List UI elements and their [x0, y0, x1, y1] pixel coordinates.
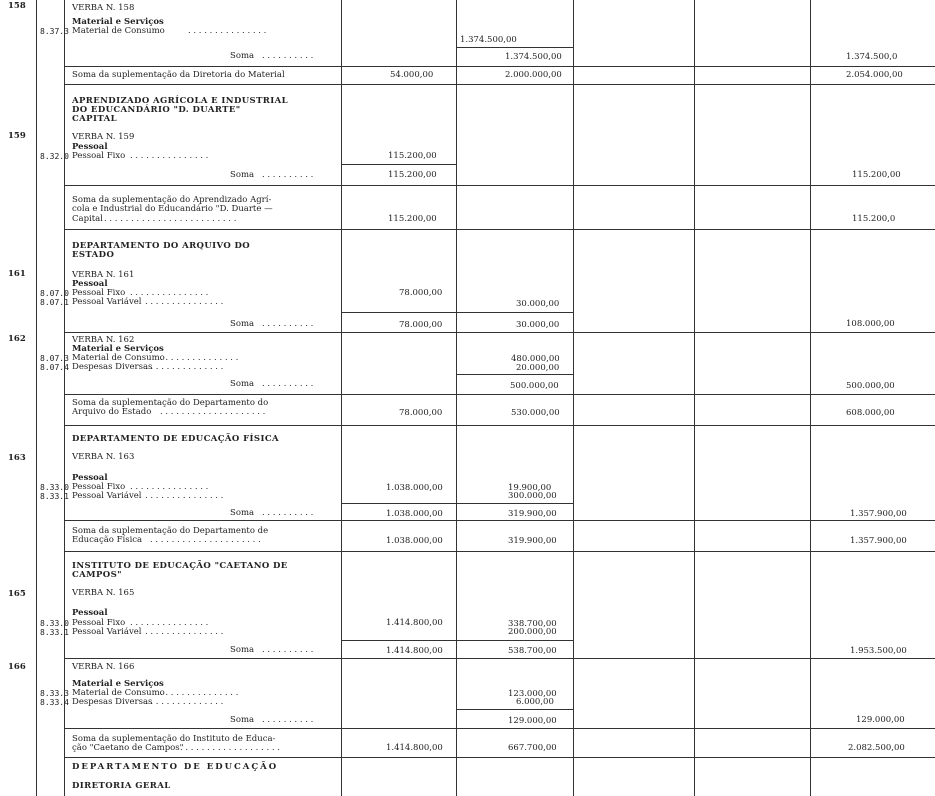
soma-label: Soma: [230, 379, 255, 389]
account-code: 8.33.0: [40, 619, 69, 628]
section-heading: DIRETORIA GERAL: [72, 781, 171, 791]
column-rule: [456, 0, 457, 796]
account-code: 8.07.3: [40, 354, 69, 363]
verba-label: VERBA N. 165: [72, 588, 135, 598]
rule: [456, 374, 573, 375]
leader-dots: . . . . . . . . . . . . . . .: [160, 688, 239, 698]
leader-dots: . . . . . . . . . .: [262, 645, 314, 655]
leader-dots: . . . . . . . . . .: [262, 51, 314, 61]
leader-dots: . . . . . . . . . . . . . . .: [145, 697, 224, 707]
leader-dots: . . . . . . . . . . . . . . . . . . . . . . . . .: [104, 214, 237, 224]
rule: [64, 658, 935, 659]
soma-label: Soma: [230, 508, 255, 518]
leader-dots: . . . . . . . . . . . . . . .: [130, 288, 209, 298]
amount: 538.700,00: [508, 646, 557, 656]
leader-dots: . . . . . . . . . . . . . . .: [160, 353, 239, 363]
line-item: Pessoal Variável: [72, 491, 142, 501]
supplement-label: Educação Física: [72, 535, 143, 545]
rule: [341, 503, 573, 504]
amount: 20.000,00: [516, 363, 560, 373]
leader-dots: . . . . . . . . . . . . . . . . . . . . .: [150, 535, 261, 545]
amount: 1.374.500,00: [505, 52, 562, 62]
column-rule: [573, 0, 574, 796]
amount: 338.700,00: [508, 619, 557, 629]
line-item: Pessoal Fixo: [72, 482, 126, 492]
amount: 2.000.000,00: [505, 70, 562, 80]
soma-label: Soma: [230, 51, 255, 61]
soma-label: Soma: [230, 715, 255, 725]
amount: 6.000,00: [516, 697, 554, 707]
line-item: Despesas Diversas: [72, 362, 153, 372]
rule: [456, 47, 573, 48]
rule: [341, 640, 573, 641]
column-rule: [694, 0, 695, 796]
amount: 530.000,00: [511, 408, 560, 418]
column-rule: [810, 0, 811, 796]
account-code: 8.33.3: [40, 689, 69, 698]
account-code: 8.33.0: [40, 483, 69, 492]
rule: [64, 728, 935, 729]
rule: [64, 757, 935, 758]
category-label: Material e Serviços: [72, 344, 164, 354]
amount: 30.000,00: [516, 320, 560, 330]
supplement-label: Soma da suplementação do Instituto de Educa-: [72, 734, 276, 744]
total-amount: 129.000,00: [856, 715, 905, 725]
rule: [341, 312, 573, 313]
amount: 300.000,00: [508, 491, 557, 501]
verba-label: VERBA N. 158: [72, 3, 135, 13]
column-rule: [36, 0, 37, 796]
amount: 78.000,00: [399, 408, 443, 418]
amount: 129.000,00: [508, 716, 557, 726]
amount: 1.414.800,00: [386, 646, 443, 656]
supplement-label: Soma da suplementação do Departamento do: [72, 398, 269, 408]
verba-label: VERBA N. 163: [72, 452, 135, 462]
leader-dots: . . . . . . . . . . . . . . .: [145, 491, 224, 501]
rule: [341, 164, 456, 165]
verba-number: 158: [8, 1, 26, 11]
verba-number: 166: [8, 662, 26, 672]
amount: 115.200,00: [388, 214, 437, 224]
category-label: Pessoal: [72, 473, 108, 483]
leader-dots: . . . . . . . . . . . . . . . . . . . .: [160, 407, 266, 417]
section-heading: INSTITUTO DE EDUCAÇÃO "CAETANO DE: [72, 561, 288, 571]
supplement-label: Capital: [72, 214, 103, 224]
section-heading: DEPARTAMENTO DO ARQUIVO DO: [72, 241, 251, 251]
category-label: Pessoal: [72, 608, 108, 618]
amount: 1.038.000,00: [386, 509, 443, 519]
amount: 319.900,00: [508, 536, 557, 546]
verba-number: 165: [8, 589, 26, 599]
soma-label: Soma: [230, 170, 255, 180]
amount: 480.000,00: [511, 354, 560, 364]
total-amount: 608.000,00: [846, 408, 895, 418]
rule: [64, 520, 935, 521]
category-label: Pessoal: [72, 142, 108, 152]
line-item: Material de Consumo: [72, 353, 165, 363]
amount: 54.000,00: [390, 70, 434, 80]
category-label: Material e Serviços: [72, 17, 164, 27]
amount: 115.200,00: [388, 151, 437, 161]
total-amount: 1.357.900,00: [850, 509, 907, 519]
total-amount: 1.374.500,0: [846, 52, 898, 62]
account-code: 8.32.0: [40, 152, 69, 161]
supplement-label: Soma da suplementação do Aprendizado Agrí-: [72, 195, 272, 205]
verba-number: 162: [8, 334, 26, 344]
line-item: Pessoal Fixo: [72, 618, 126, 628]
amount: 123.000,00: [508, 689, 557, 699]
line-item: Pessoal Fixo: [72, 151, 126, 161]
supplement-label: Soma da suplementação da Diretoria do Material: [72, 70, 285, 80]
rule: [64, 84, 935, 85]
account-code: 8.37.3: [40, 27, 69, 36]
rule: [64, 66, 935, 67]
column-rule: [341, 0, 342, 796]
rule: [64, 425, 935, 426]
total-amount: 108.000,00: [846, 319, 895, 329]
amount: 667.700,00: [508, 743, 557, 753]
total-amount: 500.000,00: [846, 381, 895, 391]
supplement-label: ção "Caetano de Campos": [72, 743, 184, 753]
verba-label: VERBA N. 159: [72, 132, 135, 142]
verba-number: 161: [8, 269, 26, 279]
total-amount: 2.082.500,00: [848, 743, 905, 753]
verba-label: VERBA N. 162: [72, 335, 135, 345]
leader-dots: . . . . . . . . . . . . . . .: [145, 627, 224, 637]
amount: 1.414.800,00: [386, 743, 443, 753]
soma-label: Soma: [230, 645, 255, 655]
verba-number: 159: [8, 131, 26, 141]
amount: 1.038.000,00: [386, 536, 443, 546]
leader-dots: . . . . . . . . . .: [262, 170, 314, 180]
leader-dots: . . . . . . . . . . . . . . .: [130, 618, 209, 628]
section-heading: DO EDUCANDÁRIO "D. DUARTE": [72, 105, 241, 115]
amount: 115.200,00: [388, 170, 437, 180]
total-amount: 115.200,0: [852, 214, 896, 224]
verba-label: VERBA N. 161: [72, 270, 135, 280]
line-item: Pessoal Variável: [72, 297, 142, 307]
amount: 500.000,00: [510, 381, 559, 391]
rule: [64, 185, 935, 186]
section-heading: APRENDIZADO AGRÍCOLA E INDUSTRIAL: [72, 96, 289, 106]
amount: 78.000,00: [399, 288, 443, 298]
account-code: 8.07.4: [40, 363, 69, 372]
verba-number: 163: [8, 453, 26, 463]
line-item: Despesas Diversas: [72, 697, 153, 707]
leader-dots: . . . . . . . . . .: [262, 508, 314, 518]
section-heading: ESTADO: [72, 250, 115, 260]
amount: 1.374.500,00: [460, 35, 517, 45]
rule: [64, 394, 935, 395]
leader-dots: . . . . . . . . . .: [262, 319, 314, 329]
leader-dots: . . . . . . . . . . . . . . . . . . .: [180, 743, 280, 753]
line-item: Pessoal Fixo: [72, 288, 126, 298]
section-heading: CAPITAL: [72, 114, 117, 124]
account-code: 8.33.1: [40, 628, 69, 637]
account-code: 8.33.1: [40, 492, 69, 501]
amount: 78.000,00: [399, 320, 443, 330]
leader-dots: . . . . . . . . . . . . . . .: [145, 362, 224, 372]
section-heading: DEPARTAMENTO DE EDUCAÇÃO FÍSICA: [72, 434, 279, 444]
leader-dots: . . . . . . . . . . . . . . .: [145, 297, 224, 307]
amount: 30.000,00: [516, 299, 560, 309]
total-amount: 2.054.000,00: [846, 70, 903, 80]
verba-label: VERBA N. 166: [72, 662, 135, 672]
section-heading: CAMPOS": [72, 570, 122, 580]
rule: [64, 332, 935, 333]
supplement-label: Arquivo do Estado: [72, 407, 152, 417]
account-code: 8.33.4: [40, 698, 69, 707]
amount: 200.000,00: [508, 627, 557, 637]
rule: [64, 229, 935, 230]
rule: [64, 551, 935, 552]
total-amount: 1.953.500,00: [850, 646, 907, 656]
line-item: Pessoal Variável: [72, 627, 142, 637]
total-amount: 115.200,00: [852, 170, 901, 180]
amount: 319.900,00: [508, 509, 557, 519]
amount: 19.900,00: [508, 483, 552, 493]
line-item: Material de Consumo: [72, 26, 165, 36]
column-rule: [64, 0, 65, 796]
amount: 1.038.000,00: [386, 483, 443, 493]
supplement-label: Soma da suplementação do Departamento de: [72, 526, 269, 536]
supplement-label: cola e Industrial do Educandário "D. Duarte —: [72, 204, 273, 214]
section-heading: DEPARTAMENTO DE EDUCAÇÃO: [72, 762, 279, 772]
rule: [456, 709, 573, 710]
line-item: Material de Consumo: [72, 688, 165, 698]
category-label: Pessoal: [72, 279, 108, 289]
leader-dots: . . . . . . . . . .: [262, 379, 314, 389]
leader-dots: . . . . . . . . . .: [262, 715, 314, 725]
amount: 1.414.800,00: [386, 618, 443, 628]
soma-label: Soma: [230, 319, 255, 329]
total-amount: 1.357.900,00: [850, 536, 907, 546]
leader-dots: . . . . . . . . . . . . . . .: [130, 482, 209, 492]
account-code: 8.07.1: [40, 298, 69, 307]
leader-dots: . . . . . . . . . . . . . . .: [188, 26, 267, 36]
account-code: 8.07.0: [40, 289, 69, 298]
leader-dots: . . . . . . . . . . . . . . .: [130, 151, 209, 161]
category-label: Material e Serviços: [72, 679, 164, 689]
